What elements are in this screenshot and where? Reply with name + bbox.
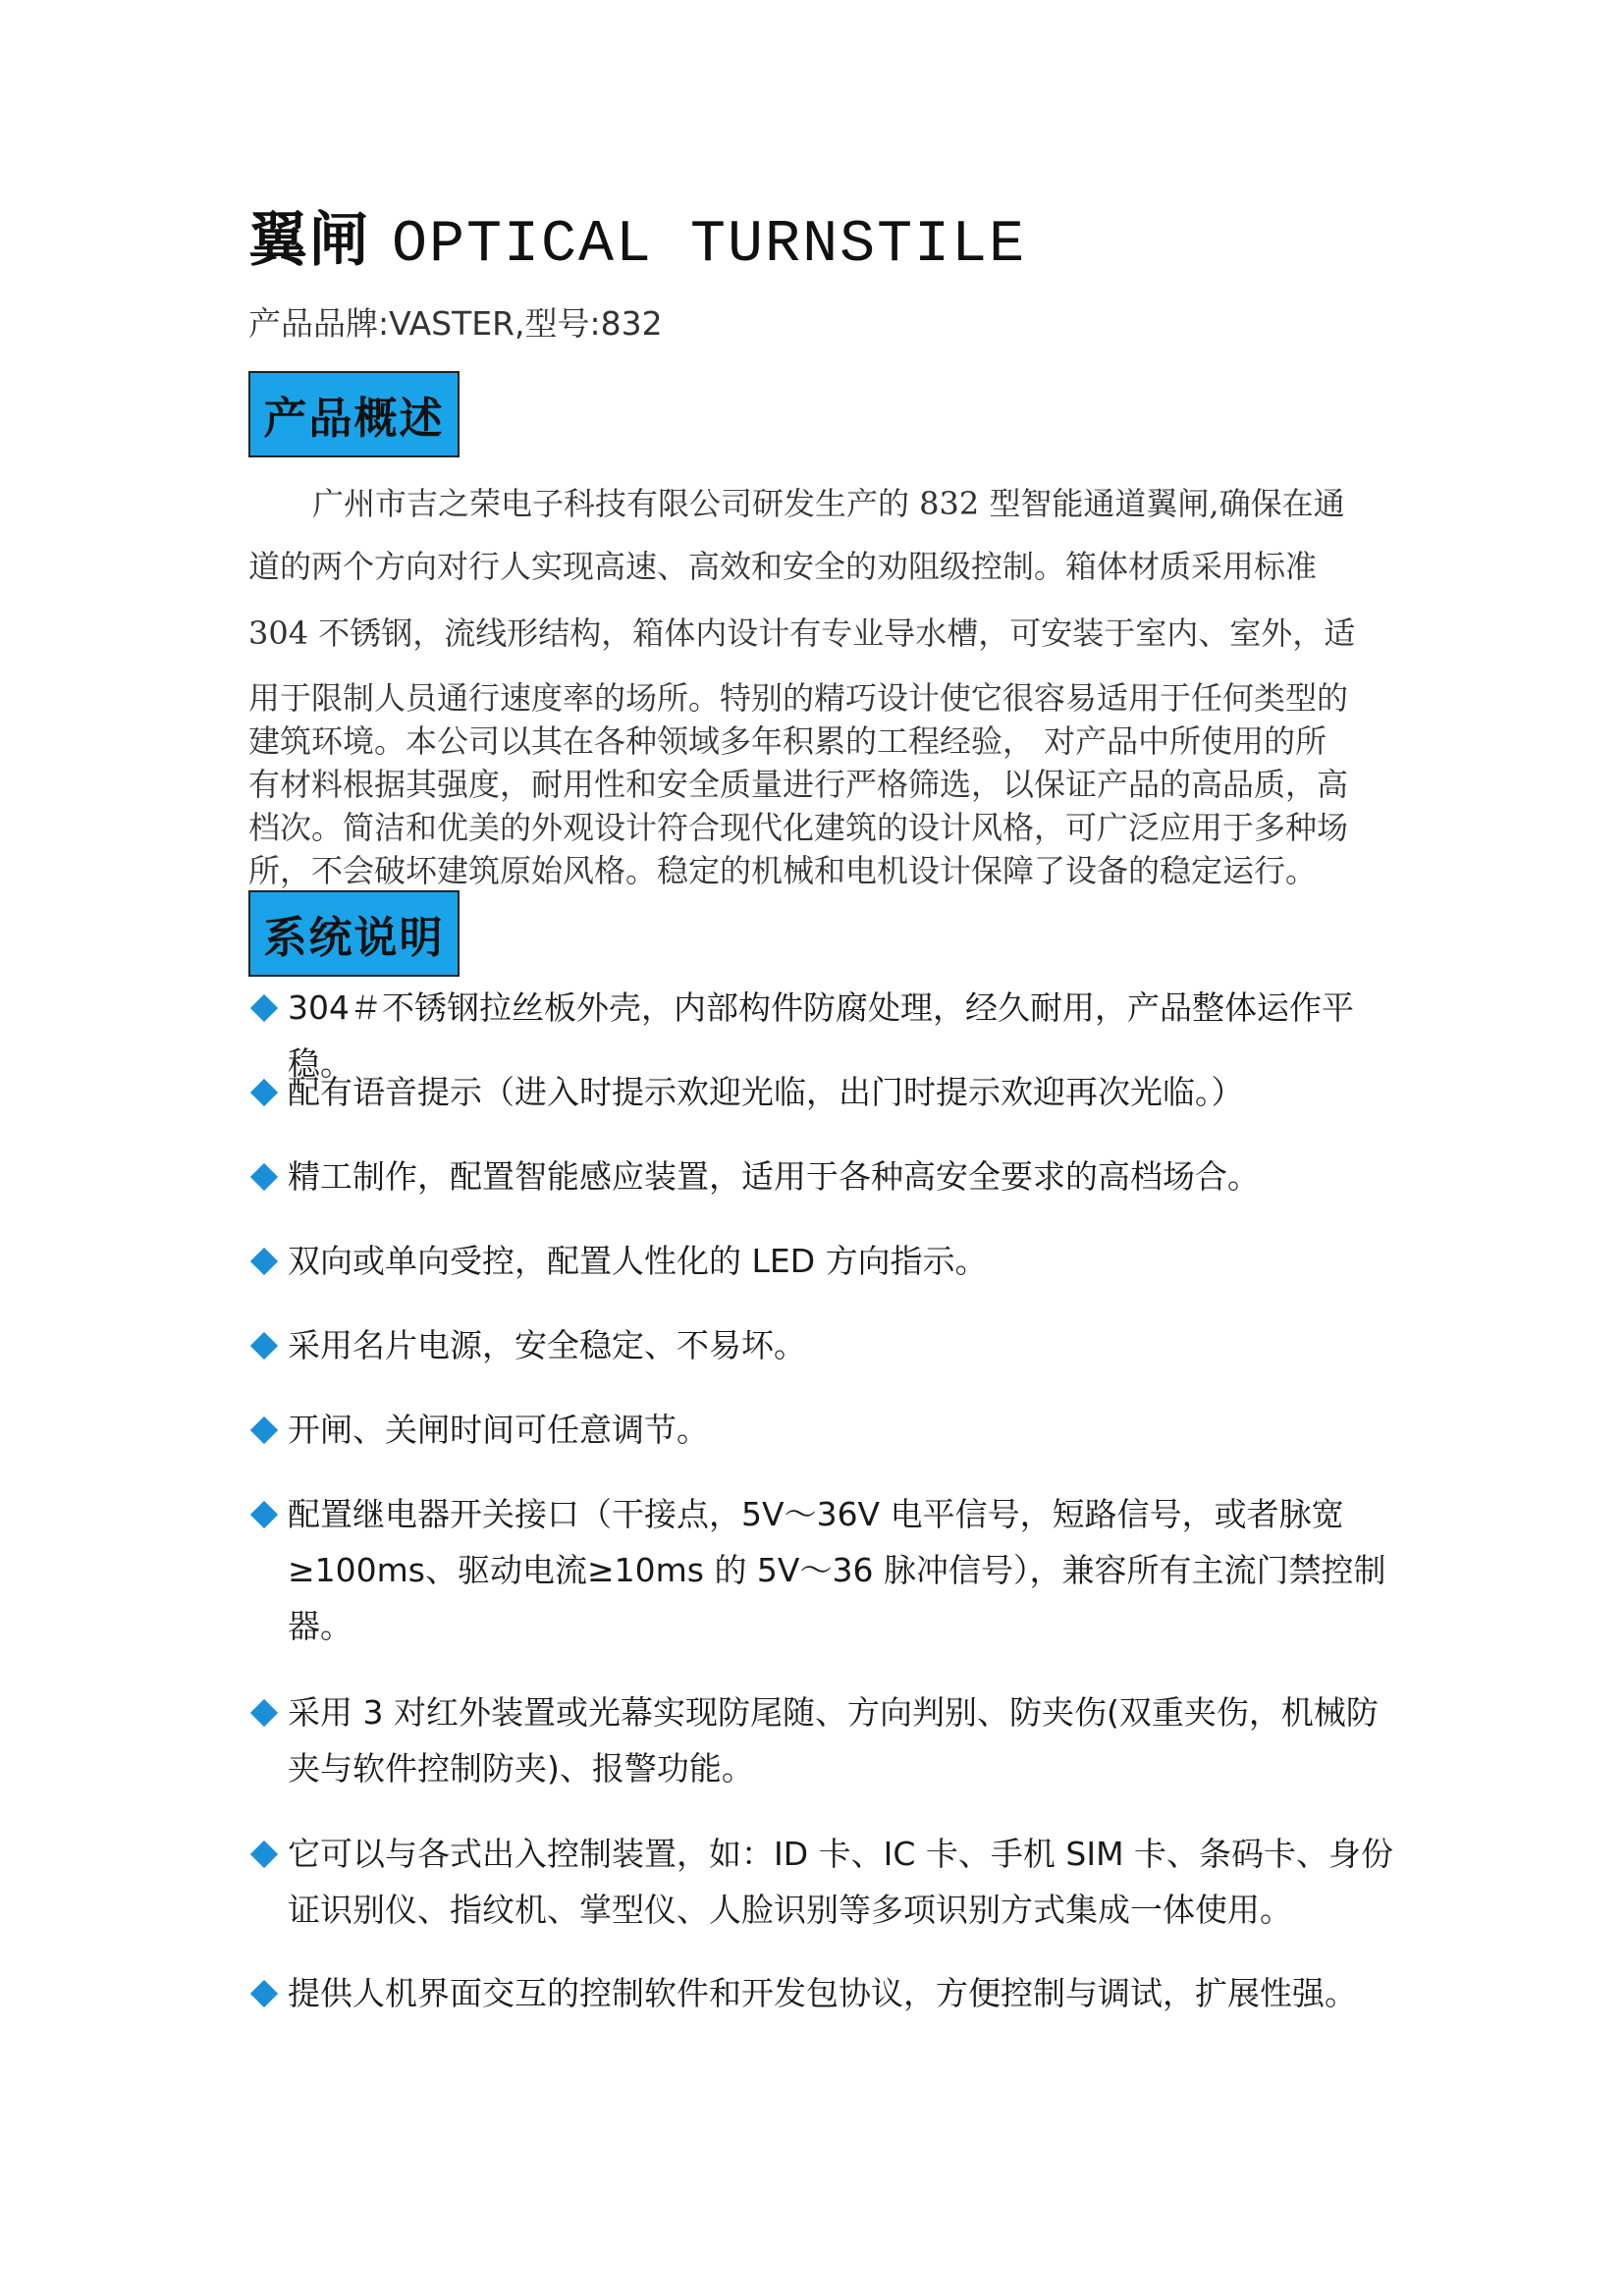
list-item bbox=[248, 1317, 1407, 1373]
overview-line: 用于限制人员通行速度率的场所。特别的精巧设计使它很容易适用于任何类型的 bbox=[248, 679, 1349, 717]
title-chinese: 翼闸 bbox=[248, 206, 370, 275]
feature-text: 双向或单向受控，配置人性化的 LED 方向指示。 bbox=[288, 1242, 988, 1280]
diamond-bullet-icon bbox=[250, 1699, 278, 1727]
diamond-bullet-icon bbox=[250, 1163, 278, 1191]
diamond-bullet-icon bbox=[250, 1248, 278, 1275]
brand-model-line: 产品品牌:VASTER,型号:832 bbox=[248, 304, 663, 343]
diamond-bullet-icon bbox=[250, 994, 278, 1022]
feature-text: 精工制作，配置智能感应装置，适用于各种高安全要求的高档场合。 bbox=[288, 1157, 1260, 1196]
list-item bbox=[248, 1684, 1407, 1796]
list-item bbox=[248, 1965, 1407, 2021]
list-item bbox=[248, 1233, 1407, 1289]
list-item bbox=[248, 1486, 1407, 1654]
title-english: OPTICAL TURNSTILE bbox=[392, 212, 1027, 279]
list-item bbox=[248, 1826, 1407, 1938]
diamond-bullet-icon bbox=[250, 1079, 278, 1106]
overview-line: 有材料根据其强度，耐用性和安全质量进行严格筛选，以保证产品的高品质，高 bbox=[248, 766, 1349, 803]
list-item bbox=[248, 1402, 1407, 1458]
feature-text: 采用 3 对红外装置或光幕实现防尾随、方向判别、防夹伤(双重夹伤，机械防夹与软件控制防夹)、报警功能。 bbox=[288, 1693, 1379, 1788]
overview-line: 所，不会破坏建筑原始风格。稳定的机械和电机设计保障了设备的稳定运行。 bbox=[248, 852, 1318, 889]
feature-text: 配有语音提示（进入时提示欢迎光临，出门时提示欢迎再次光临。） bbox=[288, 1073, 1244, 1111]
feature-text: 304＃不锈钢拉丝板外壳，内部构件防腐处理，经久耐用，产品整体运作平稳。 bbox=[288, 988, 1354, 1083]
overview-line: 档次。简洁和优美的外观设计符合现代化建筑的设计风格，可广泛应用于多种场 bbox=[248, 809, 1349, 846]
section-heading-system: 系统说明 bbox=[248, 890, 460, 977]
feature-text: 提供人机界面交互的控制软件和开发包协议，方便控制与调试，扩展性强。 bbox=[288, 1974, 1357, 2012]
page-title bbox=[248, 201, 1026, 285]
overview-line: 建筑环境。本公司以其在各种领域多年积累的工程经验， 对产品中所使用的所 bbox=[248, 722, 1327, 760]
list-item bbox=[248, 1148, 1407, 1204]
overview-line: 广州市吉之荣电子科技有限公司研发生产的 832 型智能通道翼闸,确保在通 bbox=[312, 485, 1345, 522]
feature-text: 采用名片电源，安全稳定、不易坏。 bbox=[288, 1326, 806, 1364]
diamond-bullet-icon bbox=[250, 1980, 278, 2007]
diamond-bullet-icon bbox=[250, 1841, 278, 1868]
diamond-bullet-icon bbox=[250, 1501, 278, 1528]
overview-line: 304 不锈钢，流线形结构，箱体内设计有专业导水槽，可安装于室内、室外，适 bbox=[248, 614, 1356, 652]
overview-line: 道的两个方向对行人实现高速、高效和安全的劝阻级控制。箱体材质采用标准 bbox=[248, 548, 1318, 585]
feature-text: 它可以与各式出入控制装置，如：ID 卡、IC 卡、手机 SIM 卡、条码卡、身份证识别仪、指纹机、掌型仪、人脸识别等多项识别方式集成一体使用。 bbox=[288, 1835, 1394, 1929]
feature-text: 开闸、关闸时间可任意调节。 bbox=[288, 1411, 709, 1449]
list-item bbox=[248, 1064, 1407, 1120]
feature-text: 配置继电器开关接口（干接点，5V～36V 电平信号，短路信号，或者脉宽≥100ms、驱动电流≥10ms 的 5V～36 脉冲信号），兼容所有主流门禁控制器。 bbox=[288, 1495, 1386, 1645]
diamond-bullet-icon bbox=[250, 1332, 278, 1360]
section-heading-overview: 产品概述 bbox=[248, 371, 460, 457]
diamond-bullet-icon bbox=[250, 1416, 278, 1444]
